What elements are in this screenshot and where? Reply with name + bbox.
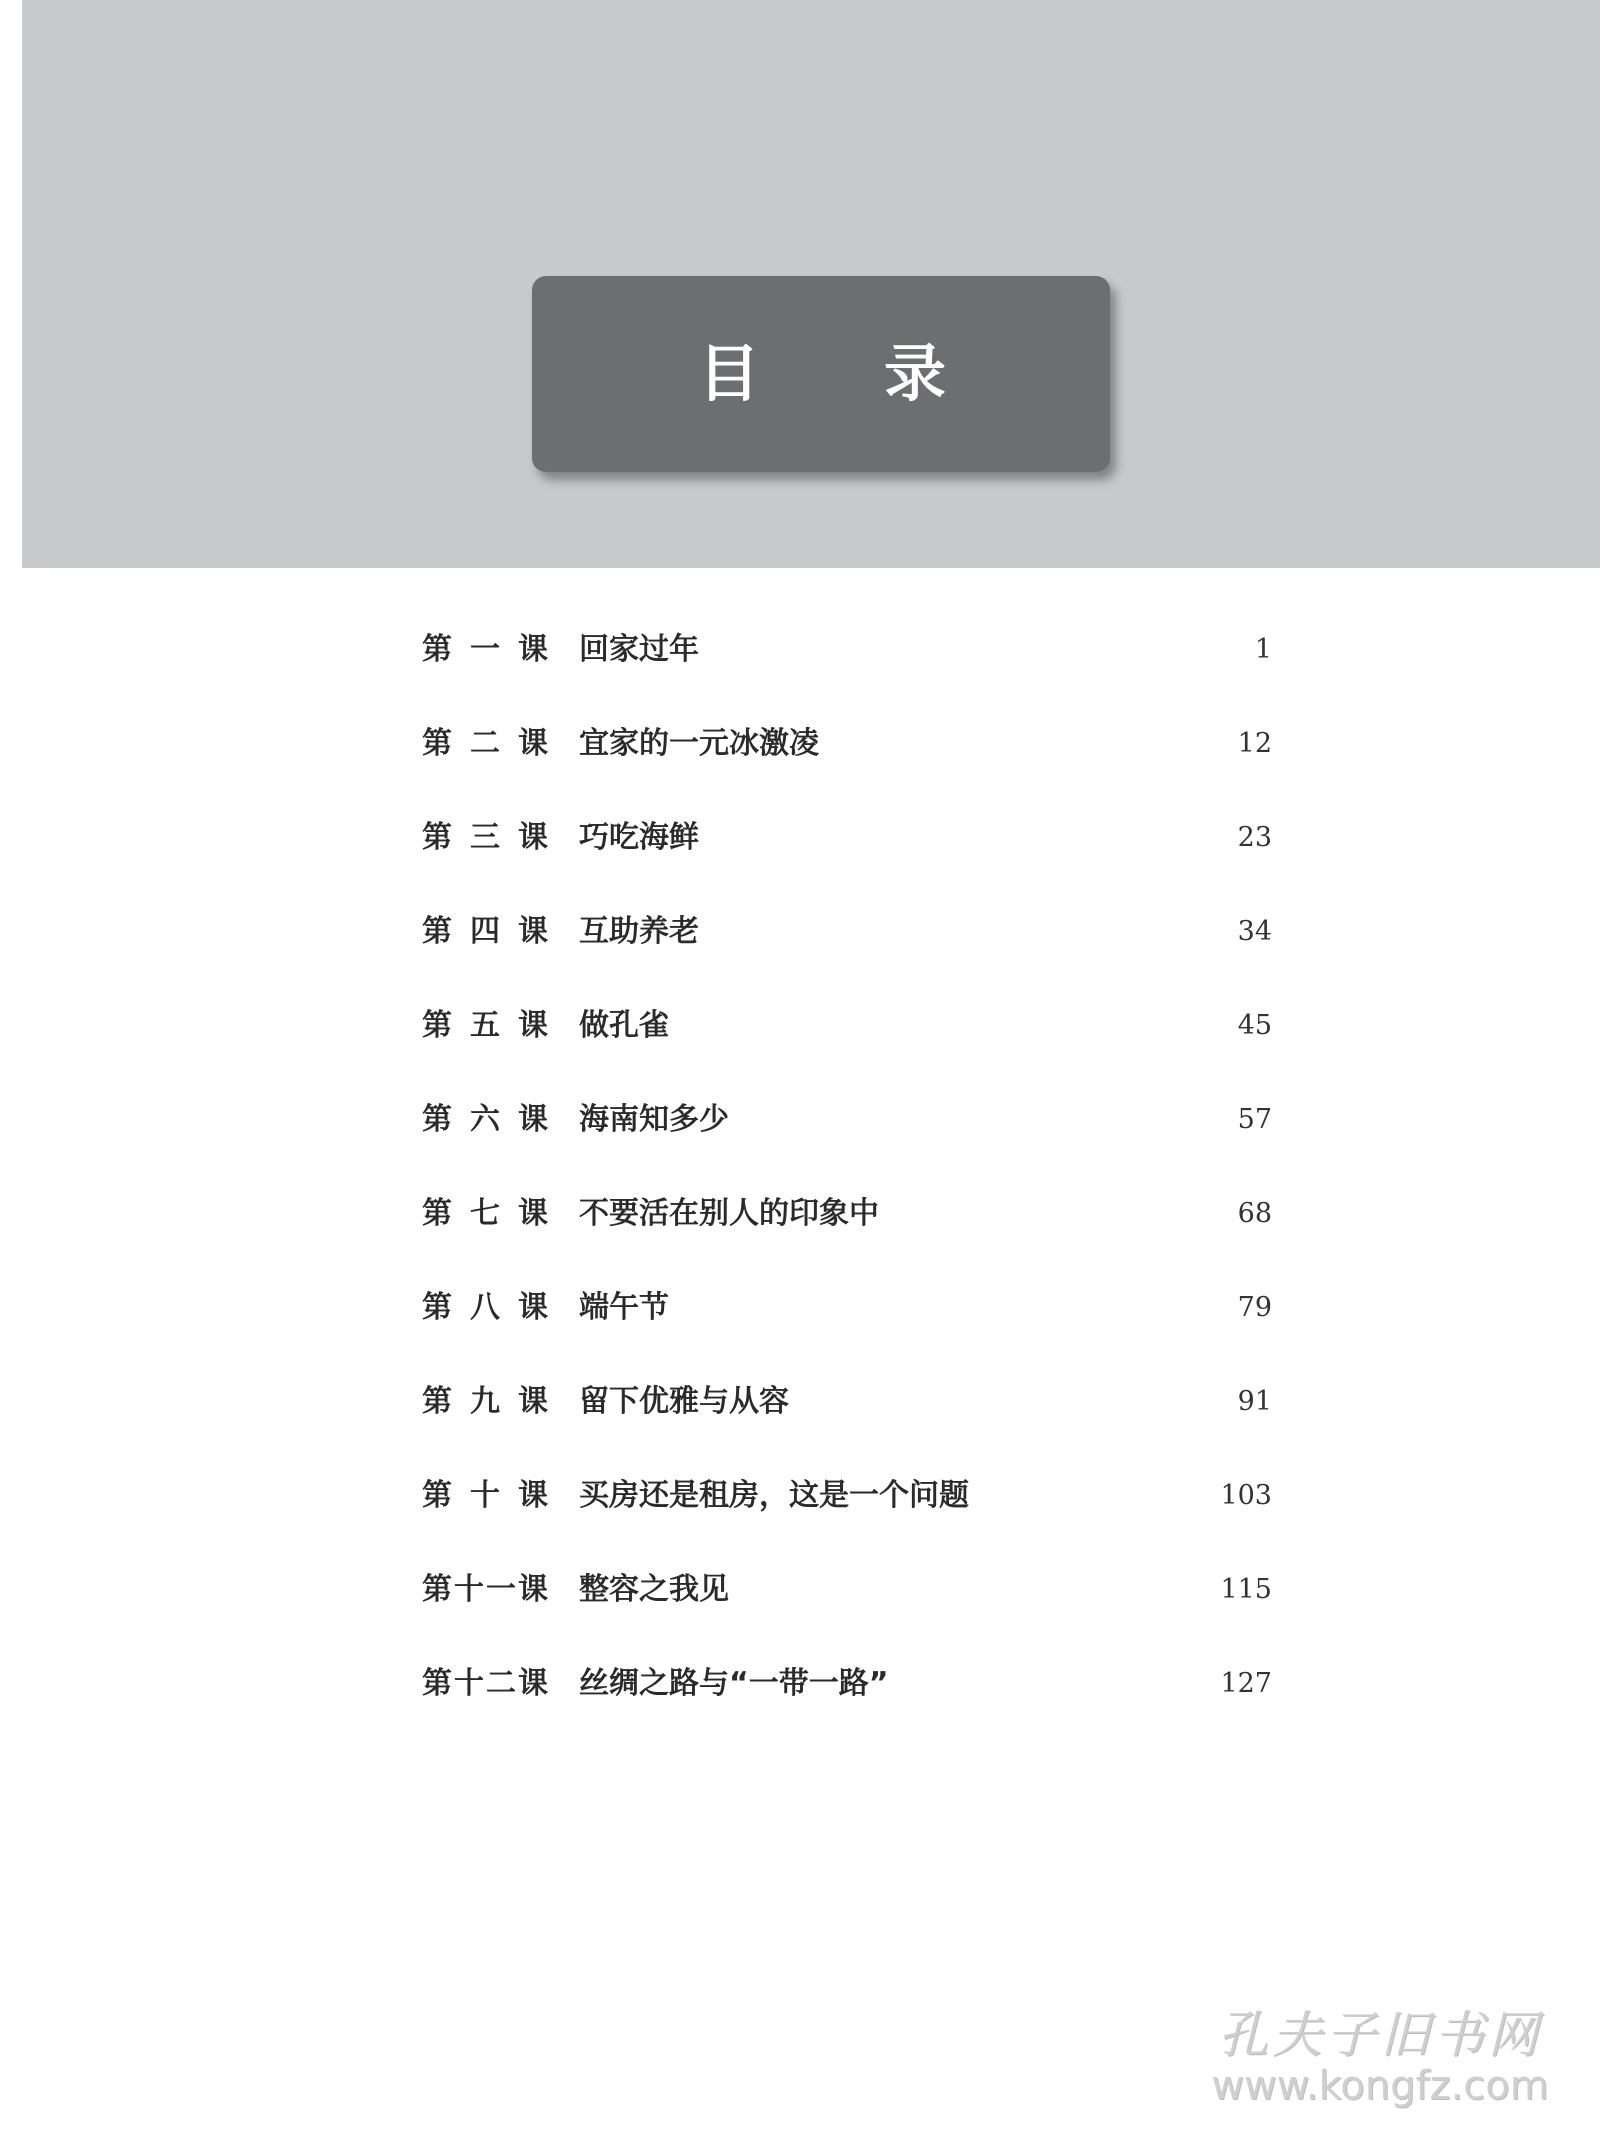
lesson-title: 做孔雀 — [579, 1008, 669, 1043]
header-band — [22, 0, 1600, 568]
lesson-title: 互助养老 — [579, 914, 699, 949]
lesson-number-char: 第 — [422, 726, 452, 761]
lesson-title: 留下优雅与从容 — [579, 1384, 789, 1419]
lesson-title: 回家过年 — [579, 632, 699, 667]
lesson-number-char: 四 — [470, 914, 500, 949]
lesson-number-char: 第 — [422, 914, 452, 949]
lesson-number-char: 第 — [422, 1572, 452, 1607]
lesson-number-char: 第 — [422, 1384, 452, 1419]
lesson-number-char: 课 — [518, 1196, 548, 1231]
lesson-title: 巧吃海鲜 — [579, 820, 699, 855]
lesson-page-number: 103 — [1220, 1480, 1272, 1511]
lesson-page-number: 1 — [1254, 634, 1272, 665]
toc-entry — [422, 625, 1272, 675]
toc-entry — [422, 1565, 1272, 1615]
lesson-page-number: 57 — [1237, 1104, 1272, 1135]
lesson-number — [422, 907, 548, 957]
lesson-page-number: 45 — [1237, 1010, 1272, 1041]
lesson-number-char: 课 — [518, 1666, 548, 1701]
lesson-number-char: 课 — [518, 1384, 548, 1419]
lesson-number — [422, 813, 548, 863]
lesson-number-char: 七 — [470, 1196, 500, 1231]
watermark-url: www.kongfz.com — [1211, 2063, 1549, 2109]
lesson-number-char: 第 — [422, 1102, 452, 1137]
watermark-brand: 孔夫子旧书网 — [1218, 2006, 1542, 2064]
toc-entry — [422, 719, 1272, 769]
lesson-number-char: 课 — [518, 632, 548, 667]
lesson-number-char: 课 — [518, 1572, 548, 1607]
lesson-page-number: 12 — [1237, 728, 1272, 759]
lesson-number — [422, 625, 548, 675]
lesson-number-char: 六 — [470, 1102, 500, 1137]
toc-entry — [422, 1189, 1272, 1239]
lesson-title: 端午节 — [579, 1290, 669, 1325]
lesson-number-char: 课 — [518, 914, 548, 949]
toc-entry — [422, 907, 1272, 957]
toc-title-box — [532, 276, 1110, 472]
lesson-number-char: 第 — [422, 1290, 452, 1325]
lesson-title: 海南知多少 — [579, 1102, 729, 1137]
lesson-title: 宜家的一元冰激凌 — [579, 726, 819, 761]
lesson-number-char: 第 — [422, 1666, 452, 1701]
lesson-number-char: 十 — [454, 1666, 484, 1701]
lesson-title: 不要活在别人的印象中 — [579, 1196, 879, 1231]
toc-entry — [422, 1095, 1272, 1145]
page-title-char-1: 目 — [698, 337, 761, 410]
lesson-number-char: 十 — [470, 1478, 500, 1513]
lesson-page-number: 34 — [1237, 916, 1272, 947]
lesson-page-number: 79 — [1237, 1292, 1272, 1323]
toc-entry — [422, 1283, 1272, 1333]
lesson-number-char: 课 — [518, 1290, 548, 1325]
lesson-number-char: 三 — [470, 820, 500, 855]
lesson-number — [422, 1659, 548, 1709]
lesson-number-char: 一 — [486, 1572, 516, 1607]
toc-entry — [422, 1471, 1272, 1521]
lesson-number-char: 五 — [470, 1008, 500, 1043]
lesson-number-char: 课 — [518, 1008, 548, 1043]
lesson-number-char: 二 — [486, 1666, 516, 1701]
lesson-number — [422, 719, 548, 769]
lesson-page-number: 23 — [1237, 822, 1272, 853]
lesson-number-char: 十 — [454, 1572, 484, 1607]
lesson-title: 整容之我见 — [579, 1572, 729, 1607]
lesson-number-char: 二 — [470, 726, 500, 761]
lesson-number-char: 第 — [422, 1008, 452, 1043]
toc-entry — [422, 1659, 1272, 1709]
lesson-page-number: 115 — [1220, 1574, 1272, 1605]
lesson-number-char: 第 — [422, 1196, 452, 1231]
lesson-number — [422, 1189, 548, 1239]
lesson-page-number: 127 — [1220, 1668, 1272, 1699]
watermark — [1200, 1995, 1560, 2125]
lesson-number-char: 第 — [422, 632, 452, 667]
toc-entry — [422, 1001, 1272, 1051]
page-title-char-2: 录 — [884, 337, 947, 410]
lesson-number-char: 课 — [518, 1102, 548, 1137]
lesson-title: 买房还是租房，这是一个问题 — [579, 1478, 969, 1513]
lesson-number — [422, 1095, 548, 1145]
lesson-number — [422, 1565, 548, 1615]
lesson-title: 丝绸之路与“一带一路” — [579, 1666, 889, 1701]
lesson-number-char: 课 — [518, 820, 548, 855]
lesson-number-char: 八 — [470, 1290, 500, 1325]
lesson-number-char: 九 — [470, 1384, 500, 1419]
lesson-number — [422, 1001, 548, 1051]
lesson-number — [422, 1471, 548, 1521]
lesson-number — [422, 1283, 548, 1333]
lesson-number-char: 课 — [518, 1478, 548, 1513]
lesson-number-char: 一 — [470, 632, 500, 667]
lesson-number-char: 第 — [422, 820, 452, 855]
lesson-page-number: 91 — [1237, 1386, 1272, 1417]
lesson-number-char: 课 — [518, 726, 548, 761]
lesson-number — [422, 1377, 548, 1427]
lesson-number-char: 第 — [422, 1478, 452, 1513]
toc-entry — [422, 813, 1272, 863]
toc-entry — [422, 1377, 1272, 1427]
lesson-page-number: 68 — [1237, 1198, 1272, 1229]
